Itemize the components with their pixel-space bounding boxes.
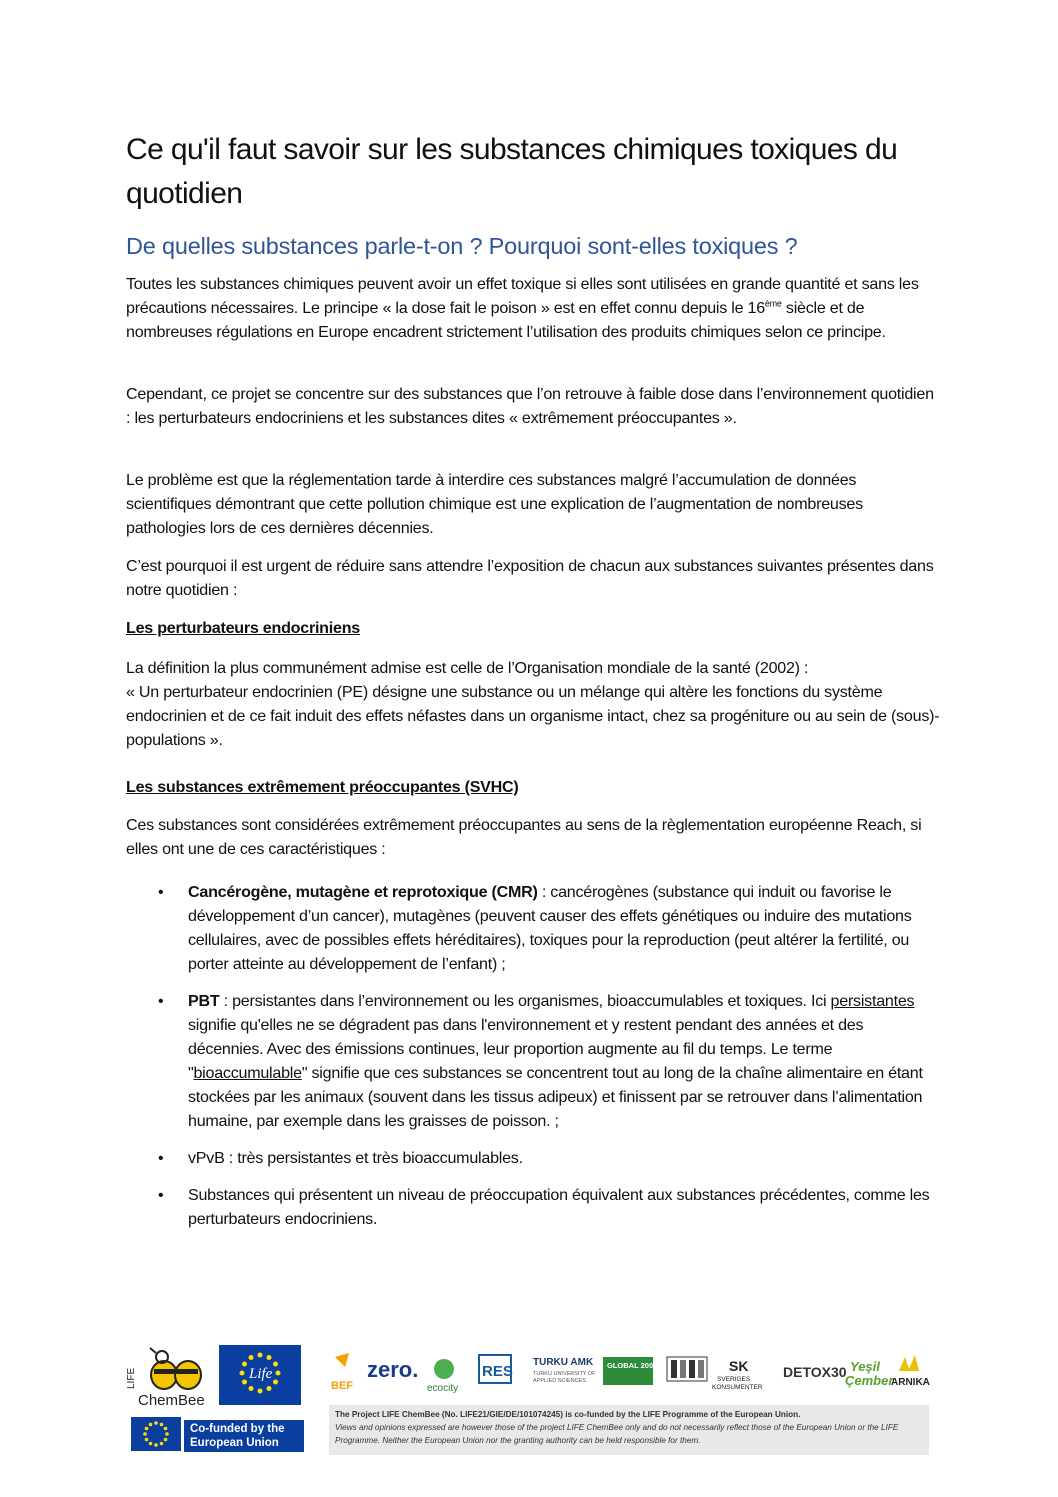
chembee-logo	[126, 1345, 216, 1409]
heading-endocrine-disruptors: Les perturbateurs endocriniens	[126, 619, 360, 637]
svhc-criteria-list	[126, 880, 941, 1244]
svg-text:BEF: BEF	[331, 1380, 353, 1392]
bullet-marker: •	[158, 1186, 164, 1204]
heading-svhc: Les substances extrêmement préoccupantes (SVHC)	[126, 778, 519, 796]
list-item-cmr: • Cancérogène, mutagène et reprotoxique (CMR) : cancérogènes (substance qui induit ou favorise le développement d’un cancer), mutagènes (peuvent causer des effets génétiques ou induire des mutations cellulaires, avec de possibles effets héréditaires), toxiques pour la reproduction (peut altérer la fertilité, ou porter atteinte au développement de l’enfant) ;	[126, 880, 941, 976]
svg-text:zero.: zero.	[367, 1357, 419, 1382]
bullet-marker: •	[158, 1149, 164, 1167]
paragraph-urgency: C’est pourquoi il est urgent de réduire sans attendre l’exposition de chacun aux substances suivantes présentes dans notre quotidien :	[126, 557, 934, 599]
svg-text:GLOBAL 2000: GLOBAL 2000	[607, 1361, 658, 1370]
svg-text:ChemBee: ChemBee	[138, 1392, 205, 1409]
footer	[126, 1345, 936, 1455]
paragraph-focus: Cependant, ce projet se concentre sur des substances que l’on retrouve à faible dose dans l’environnement quotidien : les perturbateurs endocriniens et les substances dites « extrêmement préoccupantes ».	[126, 385, 934, 427]
section-subtitle: De quelles substances parle-t-on ? Pourquoi sont-elles toxiques ?	[126, 233, 798, 259]
svg-text:KONSUMENTER: KONSUMENTER	[712, 1384, 763, 1391]
svg-text:Life: Life	[249, 1366, 273, 1382]
svg-text:ecocity: ecocity	[427, 1383, 459, 1394]
paragraph-svhc-intro: Ces substances sont considérées extrêmement préoccupantes au sens de la règlementation européenne Reach, si elles ont une de ces caractéristiques :	[126, 816, 922, 858]
paragraph-regulation: Le problème est que la réglementation tarde à interdire ces substances malgré l’accumulation de données scientifiques démontrant que cette pollution chimique est une explication de l’augmentation de nombreuses pathologies lors de ces dernières décennies.	[126, 471, 863, 537]
bullet-marker: •	[158, 883, 164, 901]
bullet-marker: •	[158, 992, 164, 1010]
list-item-pbt: • PBT : persistantes dans l’environnement ou les organismes, bioaccumulables et toxiques. Ici persistantes signifie qu'elles ne se dégradent pas dans l'environnement et y restent pendant des années et des décennies. Avec des émissions continues, leur proportion augmente au fil du temps. Le terme "bioaccumulable" signifie que ces substances se concentrent tout au long de la chaîne alimentaire en étant stockées par les animaux (souvent dans les tissus adipeux) et finissent par se retrouver dans l’alimentation humaine, par exemple dans les graisses de poisson. ;	[126, 989, 941, 1133]
svg-text:RES: RES	[482, 1363, 513, 1380]
svg-text:TURKU AMK: TURKU AMK	[533, 1357, 594, 1368]
svg-text:SVERIGES: SVERIGES	[717, 1376, 751, 1383]
svg-text:LIFE: LIFE	[126, 1367, 137, 1389]
page-title: Ce qu'il faut savoir sur les substances chimiques toxiques du quotidien	[126, 133, 898, 210]
svg-text:Çember: Çember	[845, 1373, 894, 1388]
svg-text:TURKU UNIVERSITY OF: TURKU UNIVERSITY OF	[533, 1371, 596, 1377]
list-item-vpvb: • vPvB : très persistantes et très bioaccumulables.	[126, 1146, 941, 1170]
svg-text:Yeşil: Yeşil	[850, 1359, 880, 1374]
svg-text:DETOX30: DETOX30	[783, 1364, 847, 1380]
eu-flag-icon	[131, 1417, 181, 1451]
paragraph-endocrine-definition: La définition la plus communément admise est celle de l’Organisation mondiale de la santé (2002) : « Un perturbateur endocrinien (PE) désigne une substance ou un mélange qui altère les fonctions du système endocrinien et de ce fait induit des effets néfastes dans un organisme intact, chez sa progéniture ou au sein de (sous)-populations ».	[126, 659, 940, 749]
cofunded-label: Co-funded by the European Union	[184, 1420, 304, 1452]
partner-logos	[331, 1351, 931, 1395]
svg-text:SK: SK	[729, 1358, 749, 1374]
svg-text:APPLIED SCIENCES: APPLIED SCIENCES	[533, 1378, 586, 1384]
funding-disclaimer: The Project LIFE ChemBee (No. LIFE21/GIE/DE/101074245) is co-funded by the LIFE Programme of the European Union. Views and opinions expressed are however those of the project LIFE ChemBee only and do not necessarily reflect those of the European Union or the LIFE Programme. Neither the European Union nor the granting authority can be held responsible for them.	[329, 1405, 929, 1455]
paragraph-intro: Toutes les substances chimiques peuvent avoir un effet toxique si elles sont utilisées en grande quantité et sans les précautions nécessaires. Le principe « la dose fait le poison » est en effet connu depuis le 16ème siècle et de nombreuses régulations en Europe encadrent strictement l’utilisation des produits chimiques selon ce principe.	[126, 275, 919, 341]
svg-text:ARNIKA: ARNIKA	[891, 1377, 930, 1388]
eu-life-logo	[219, 1345, 301, 1405]
list-item-equivalent: • Substances qui présentent un niveau de préoccupation équivalent aux substances précédentes, comme les perturbateurs endocriniens.	[126, 1183, 941, 1231]
